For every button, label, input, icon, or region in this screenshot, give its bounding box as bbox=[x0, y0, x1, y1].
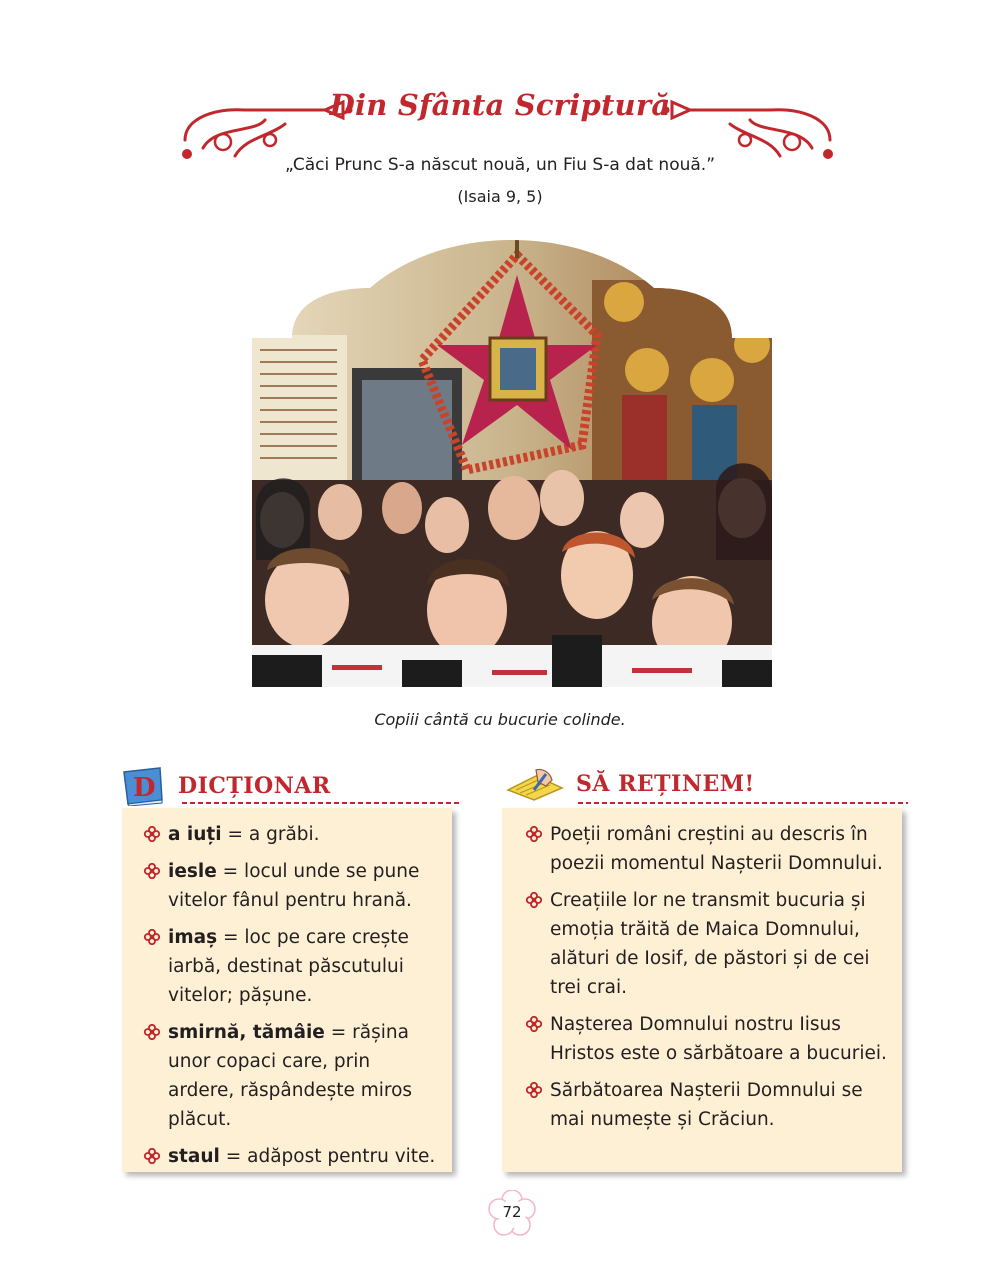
svg-text:D: D bbox=[133, 773, 157, 803]
remember-item bbox=[526, 820, 892, 878]
flower-bullet-icon bbox=[526, 892, 542, 908]
remember-heading bbox=[506, 766, 755, 802]
flower-bullet-icon bbox=[526, 826, 542, 842]
scripture-quote: „Căci Prunc S-a născut nouă, un Fiu S-a dat nouă.” bbox=[284, 155, 716, 175]
dictionary-title: DICȚIONAR bbox=[178, 773, 331, 799]
dictionary-term: staul bbox=[168, 1146, 220, 1167]
scripture-title: Din Sfânta Scriptură bbox=[329, 88, 671, 122]
remember-panel bbox=[502, 808, 902, 1172]
flower-bullet-icon bbox=[526, 1082, 542, 1098]
flower-bullet-icon bbox=[144, 1148, 160, 1164]
dictionary-heading-underline bbox=[182, 802, 460, 804]
dictionary-entry bbox=[144, 923, 442, 1010]
remember-text: Nașterea Domnului nostru Iisus Hristos este o sărbătoare a bucuriei. bbox=[550, 1014, 887, 1064]
remember-text: Sărbătoarea Nașterii Domnului se mai numește și Crăciun. bbox=[550, 1080, 863, 1130]
carol-photo bbox=[252, 240, 772, 687]
dictionary-heading bbox=[120, 766, 331, 806]
remember-item bbox=[526, 1076, 892, 1134]
dictionary-entry bbox=[144, 820, 442, 849]
dictionary-panel bbox=[122, 808, 452, 1172]
dictionary-definition: = locul unde se pune vitelor fânul pentru hrană. bbox=[168, 861, 420, 911]
dictionary-term: iesle bbox=[168, 861, 217, 882]
remember-item bbox=[526, 1010, 892, 1068]
dictionary-definition: = loc pe care crește iarbă, destinat păscutului vitelor; pășune. bbox=[168, 927, 409, 1006]
dictionary-term: imaș bbox=[168, 927, 218, 948]
remember-title: SĂ REȚINEM! bbox=[576, 771, 755, 797]
remember-text: Poeții români creștini au descris în poezii momentul Nașterii Domnului. bbox=[550, 824, 883, 874]
dictionary-entry bbox=[144, 1142, 442, 1171]
remember-item bbox=[526, 886, 892, 1002]
page-number-badge bbox=[488, 1190, 536, 1238]
scripture-reference: (Isaia 9, 5) bbox=[457, 187, 543, 206]
dictionary-definition: = rășina unor copaci care, prin ardere, răspândește miros plăcut. bbox=[168, 1022, 413, 1130]
flower-bullet-icon bbox=[144, 863, 160, 879]
dictionary-entry bbox=[144, 857, 442, 915]
dictionary-definition: = a grăbi. bbox=[221, 824, 320, 845]
photo-caption: Copiii cântă cu bucurie colinde. bbox=[374, 710, 626, 729]
page-number: 72 bbox=[502, 1203, 522, 1221]
dictionary-term: smirnă, tămâie bbox=[168, 1022, 325, 1043]
dictionary-book-icon bbox=[120, 766, 166, 806]
flower-bullet-icon bbox=[144, 929, 160, 945]
dictionary-term: a iuți bbox=[168, 824, 222, 845]
dictionary-definition: = adăpost pentru vite. bbox=[219, 1146, 436, 1167]
remember-heading-underline bbox=[578, 802, 908, 804]
flower-bullet-icon bbox=[144, 826, 160, 842]
dictionary-entry bbox=[144, 1018, 442, 1134]
flower-bullet-icon bbox=[144, 1024, 160, 1040]
flower-bullet-icon bbox=[526, 1016, 542, 1032]
writing-hand-icon bbox=[506, 766, 564, 802]
remember-text: Creațiile lor ne transmit bucuria și emoția trăită de Maica Domnului, alături de Iosif, de păstori și de cei trei crai. bbox=[550, 890, 870, 998]
